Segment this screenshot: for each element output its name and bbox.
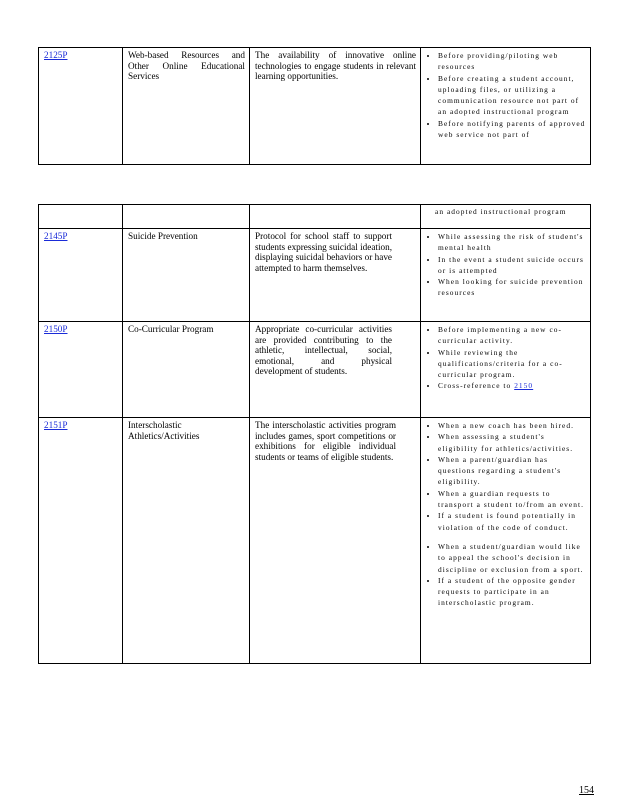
cross-reference-link[interactable]: 2150: [514, 381, 534, 391]
list-item: • In the event a student suicide occurs or is attempted: [438, 254, 586, 277]
purpose-cell: [250, 229, 421, 322]
when-cell: [421, 229, 591, 322]
when-cell: [421, 322, 591, 418]
title-cell: [123, 322, 250, 418]
list-item: [438, 380, 586, 391]
cross-reference-label: Cross-reference to: [438, 381, 512, 391]
when-list: [426, 324, 586, 392]
list-item: • Before providing/piloting web resources: [438, 50, 586, 73]
when-list: [426, 231, 586, 299]
procedure-title: Interscholastic Athletics/Activities: [128, 420, 200, 441]
code-cell: [39, 229, 123, 322]
title-cell: [123, 418, 250, 664]
procedure-title: Co-Curricular Program: [128, 324, 214, 334]
list-item: • Before implementing a new co- curricular activity.: [438, 324, 586, 347]
procedure-purpose: Appropriate co-curricular activities are provided contributing to the athletic, intellectual, social, emotional, and physical development of students.: [255, 324, 392, 377]
code-cell: [39, 48, 123, 165]
list-item: • When a new coach has been hired.: [438, 420, 586, 431]
title-cell: [123, 229, 250, 322]
when-cell: [421, 418, 591, 664]
purpose-cell: [250, 205, 421, 229]
purpose-cell: [250, 48, 421, 165]
list-item: • Before creating a student account, uploading files, or utilizing a communication resource not part of an adopted instructional program: [438, 73, 586, 118]
table-row: [39, 229, 591, 322]
list-item: • When assessing a student's eligibility for athletics/activities.: [438, 431, 586, 454]
procedures-table-top: [38, 47, 591, 165]
table-row: [39, 48, 591, 165]
procedure-purpose: The availability of innovative online technologies to engage students in relevant learning opportunities.: [255, 50, 416, 82]
when-list: [426, 420, 586, 609]
table-row: [39, 205, 591, 229]
code-cell: [39, 418, 123, 664]
list-item: • If a student is found potentially in violation of the code of conduct.: [438, 510, 586, 533]
procedures-table-bottom: [38, 204, 591, 664]
table-row: [39, 418, 591, 664]
procedure-code-link[interactable]: 2151P: [44, 420, 68, 430]
purpose-cell: [250, 322, 421, 418]
list-item: • While assessing the risk of student's mental health: [438, 231, 586, 254]
when-cell: [421, 205, 591, 229]
procedure-purpose: Protocol for school staff to support students expressing suicidal ideation, displaying suicidal behaviors or have attempted to harm themselves.: [255, 231, 392, 273]
list-item: • If a student of the opposite gender requests to participate in an interscholastic program.: [438, 575, 586, 609]
list-item: • While reviewing the qualifications/criteria for a co- curricular program.: [438, 347, 586, 381]
title-cell: [123, 48, 250, 165]
list-item: • When a guardian requests to transport a student to/from an event.: [438, 488, 586, 511]
procedure-code-link[interactable]: 2125P: [44, 50, 68, 60]
procedure-purpose: The interscholastic activities program includes games, sport competitions or exhibitions for eligible individual students or teams of eligible students.: [255, 420, 396, 462]
continuation-text: an adopted instructional program: [435, 207, 567, 216]
when-cell: [421, 48, 591, 165]
code-cell: [39, 322, 123, 418]
code-cell: [39, 205, 123, 229]
list-item: • When a student/guardian would like to appeal the school's decision in discipline or exclusion from a sport.: [438, 541, 586, 575]
procedure-code-link[interactable]: 2145P: [44, 231, 68, 241]
table-row: [39, 322, 591, 418]
list-item: • When looking for suicide prevention resources: [438, 276, 586, 299]
page-number: 154: [579, 785, 594, 796]
procedure-code-link[interactable]: 2150P: [44, 324, 68, 334]
title-cell: [123, 205, 250, 229]
list-item: • Before notifying parents of approved web service not part of: [438, 118, 586, 141]
list-item: • When a parent/guardian has questions regarding a student's eligibility.: [438, 454, 586, 488]
procedure-title: Web-based Resources and Other Online Educational Services: [128, 50, 245, 82]
purpose-cell: [250, 418, 421, 664]
when-list: [426, 50, 586, 140]
procedure-title: Suicide Prevention: [128, 231, 198, 241]
